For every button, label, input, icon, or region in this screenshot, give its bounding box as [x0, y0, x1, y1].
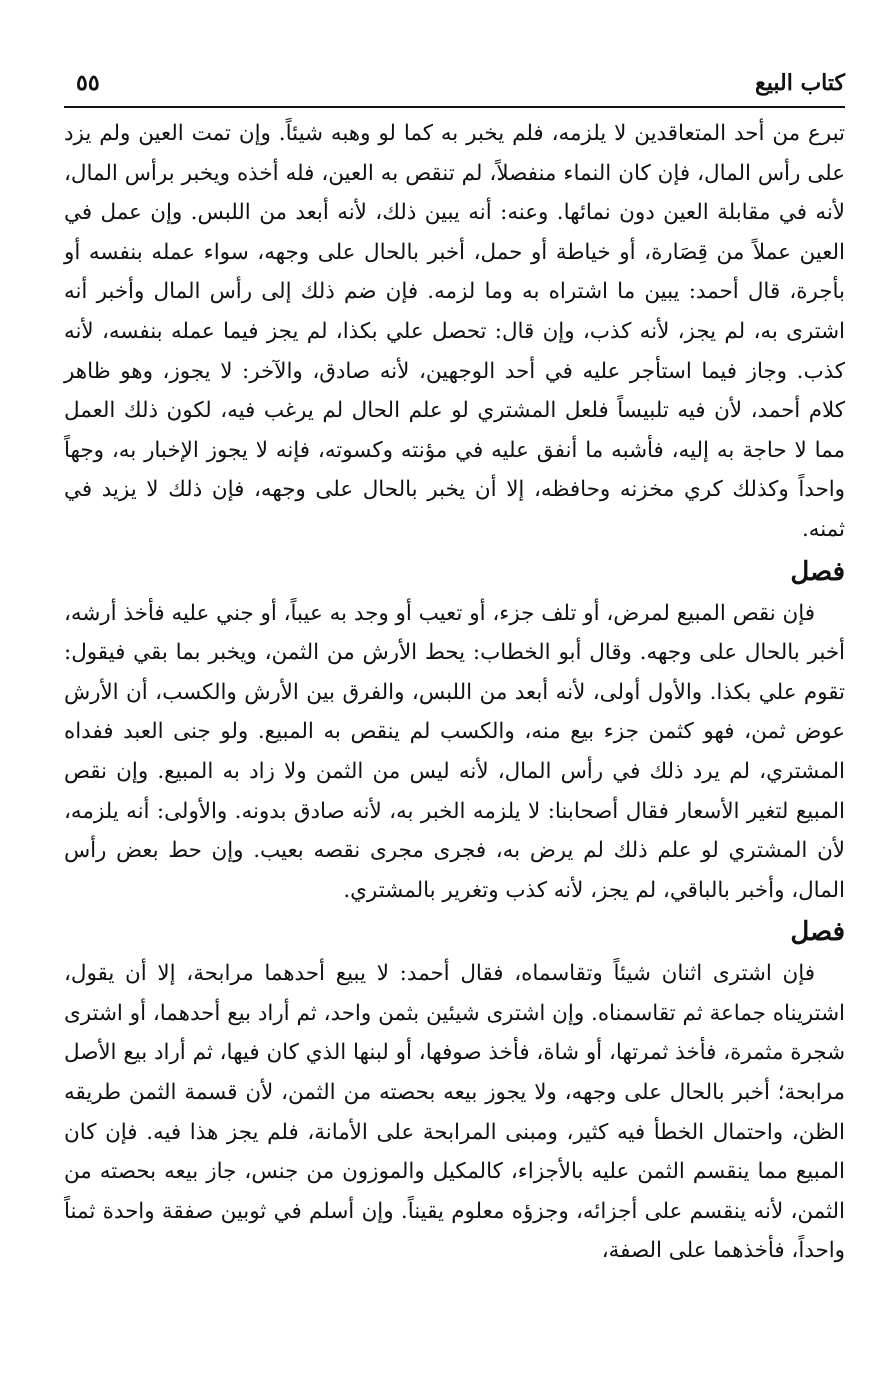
book-page [64, 62, 845, 1352]
section-heading: فصل [790, 556, 845, 587]
chapter-title: كتاب البيع [755, 70, 845, 96]
page-number: ٥٥ [76, 70, 100, 96]
section-paragraph: فإن نقص المبيع لمرض، أو تلف جزء، أو تعيب أو وجد به عيباً، أو جني عليه فأخذ أرشه، أخبر بالحال على وجهه. وقال أبو الخطاب: يحط الأرش من الثمن، ويخبر بما بقي فيقول: تقوم علي بكذا. والأول أولى، لأنه أبعد من اللبس، والفرق بين الأرش والكسب، أن الأرش عوض ثمن، فهو كثمن جزء بيع منه، والكسب لم ينقص به المبيع. ولو جنى العبد ففداه المشتري، لم يرد ذلك في رأس المال، لأنه ليس من الثمن ولا زاد به المبيع. وإن نقص المبيع لتغير الأسعار فقال أصحابنا: لا يلزمه الخبر به، لأنه صادق بدونه. والأولى: أنه يلزمه، لأن المشتري لو علم ذلك لم يرض به، فجرى مجرى نقصه بعيب. وإن حط بعض رأس المال، وأخبر بالباقي، لم يجز، لأنه كذب وتغرير بالمشتري. [64, 600, 845, 903]
section-paragraph: فإن اشترى اثنان شيئاً وتقاسماه، فقال أحمد: لا يبيع أحدهما مرابحة، إلا أن يقول، اشتريناه جماعة ثم تقاسمناه. وإن اشترى شيئين بثمن واحد، ثم أراد بيع أحدهما، أو اشترى شجرة مثمرة، فأخذ ثمرتها، أو شاة، فأخذ صوفها، أو لبنها الذي كان فيها، ثم أراد بيع الأصل مرابحة؛ أخبر بالحال على وجهه، ولا يجوز بيعه بحصته من الثمن، لأن قسمة الثمن طريقه الظن، واحتمال الخطأ فيه كثير، ومبنى المرابحة على الأمانة، فلم يجز هذا فيه. فإن كان المبيع مما ينقسم الثمن عليه بالأجزاء، كالمكيل والموزون من جنس، جاز بيعه بحصته من الثمن، لأنه ينقسم على أجزائه، وجزؤه معلوم يقيناً. وإن أسلم في ثوبين صفقة واحدة ثمناً واحداً، فأخذهما على الصفة، [64, 961, 845, 1264]
body-text [64, 108, 845, 1271]
section-heading: فصل [790, 917, 845, 948]
paragraph-continuation: تبرع من أحد المتعاقدين لا يلزمه، فلم يخبر به كما لو وهبه شيئاً. وإن تمت العين ولم يزد على رأس المال، فإن كان النماء منفصلاً، لم تنقص به العين، فله أخذه ويخبر برأس المال، لأنه في مقابلة العين دون نمائها. وعنه: أنه يبين ذلك، لأنه أبعد من اللبس. وإن عمل في العين عملاً من قِصَارة، أو خياطة أو حمل، أخبر بالحال على وجهه، سواء عمله بنفسه أو بأجرة، قال أحمد: يبين ما اشتراه به وما لزمه. فإن ضم ذلك إلى رأس المال وأخبر أنه اشترى به، لم يجز، لأنه كذب، وإن قال: تحصل علي بكذا، لم يجز فيما عمله بنفسه، لأنه كذب. وجاز فيما استأجر عليه في أحد الوجهين، لأنه صادق، والآخر: لا يجوز، وهو ظاهر كلام أحمد، لأن فيه تلبيساً فلعل المشتري لو علم الحال لم يرغب فيه، لكون ذلك العمل مما لا حاجة به إليه، فأشبه ما أنفق عليه في مؤنته وكسوته، فإنه لا يجوز الإخبار به، وجهاً واحداً وكذلك كري مخزنه وحافظه، إلا أن يخبر بالحال على وجهه، فإن ذلك لا يزيد في ثمنه. [64, 121, 845, 542]
running-header [64, 62, 845, 108]
